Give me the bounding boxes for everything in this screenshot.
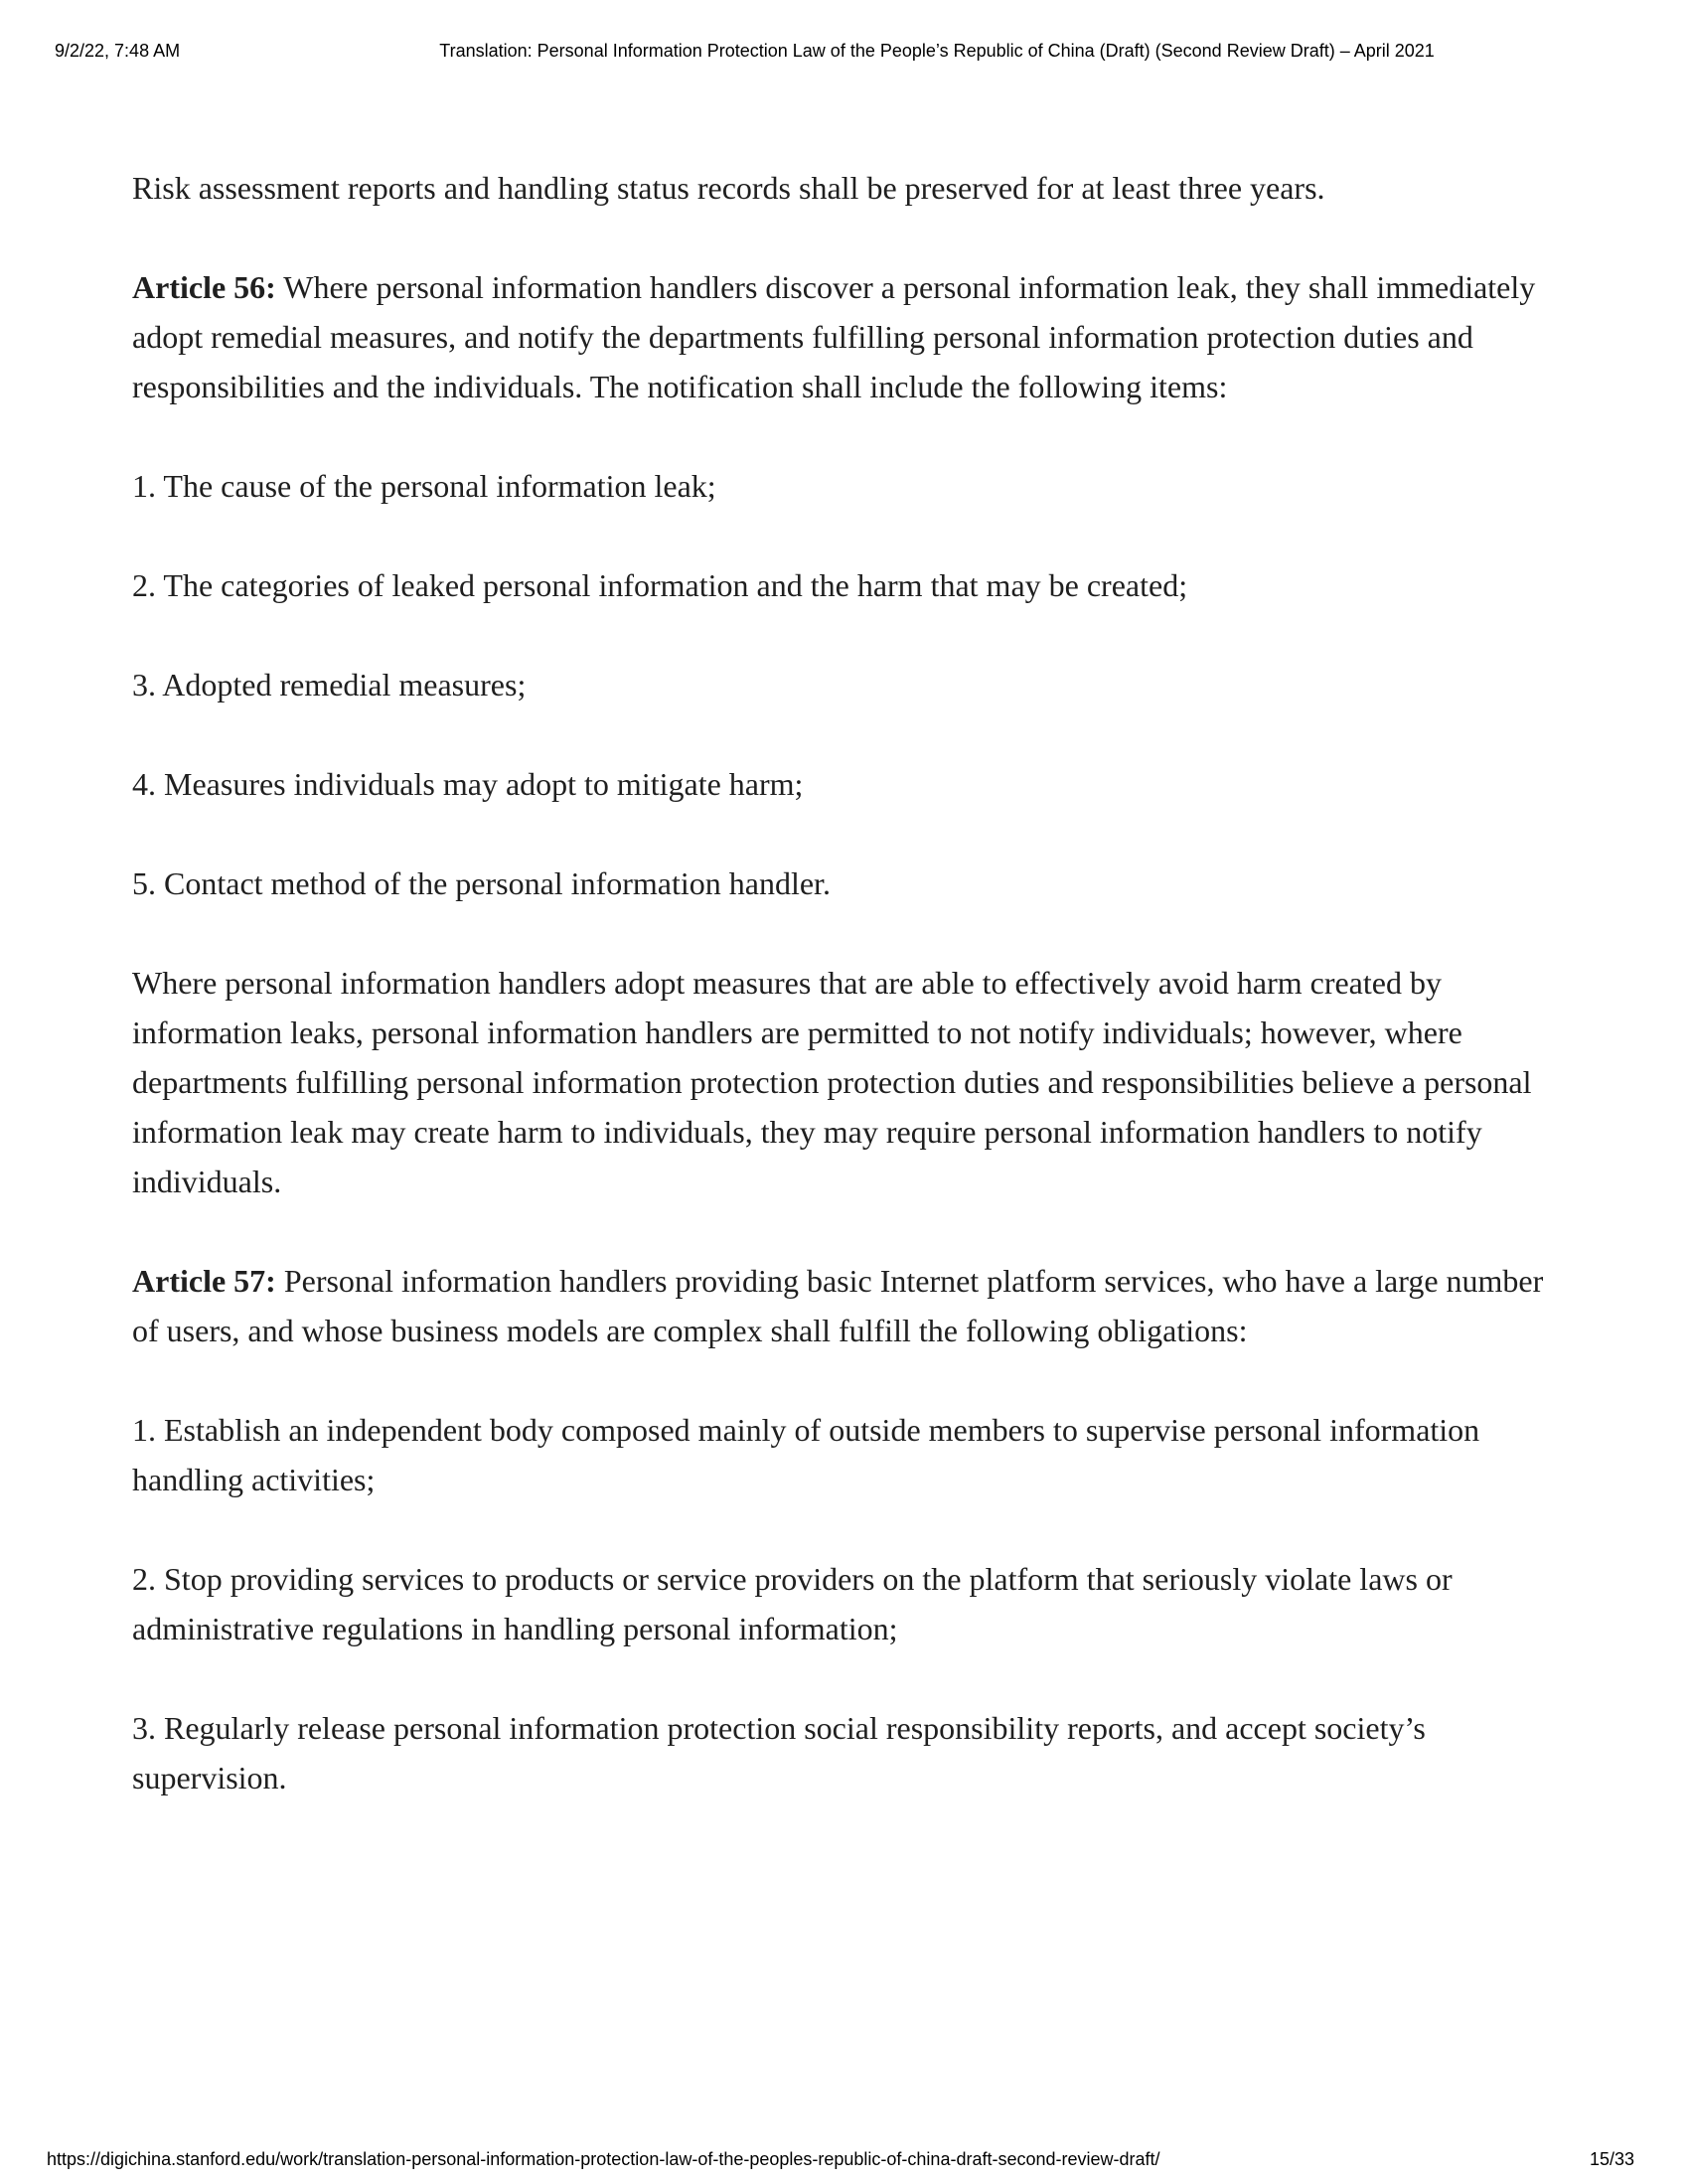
- paragraph-article-56: [132, 262, 1570, 411]
- list-item-56-3: [132, 660, 1570, 709]
- list-item-57-1: [132, 1405, 1570, 1504]
- list-item-56-2: [132, 560, 1570, 610]
- paragraph-text: Personal information handlers providing basic Internet platform services, who have a large number of users, and whose business models are complex shall fulfill the following obligations:: [132, 1263, 1544, 1348]
- paragraph-text: 2. The categories of leaked personal information and the harm that may be created;: [132, 567, 1188, 603]
- paragraph-text: 1. The cause of the personal information leak;: [132, 468, 716, 504]
- print-date: 9/2/22, 7:48 AM: [55, 41, 181, 61]
- print-header: [0, 0, 1689, 62]
- list-item-57-3: [132, 1703, 1570, 1802]
- paragraph-text: 3. Adopted remedial measures;: [132, 667, 527, 702]
- document-body: [0, 62, 1689, 2148]
- list-item-57-2: [132, 1554, 1570, 1653]
- paragraph-article-57: [132, 1256, 1570, 1355]
- paragraph-text: Where personal information handlers discover a personal information leak, they shall immediately adopt remedial measures, and notify the departments fulfilling personal information protection duties and responsibilities and the individuals. The notification shall include the following items:: [132, 269, 1536, 404]
- paragraph-text: Risk assessment reports and handling status records shall be preserved for at least three years.: [132, 170, 1325, 206]
- print-footer: [0, 2148, 1689, 2184]
- paragraph-text: 1. Establish an independent body composed mainly of outside members to supervise personal information handling activities;: [132, 1412, 1480, 1497]
- page-number: 15/33: [1589, 2149, 1634, 2169]
- paragraph-text: 3. Regularly release personal information protection social responsibility reports, and accept society’s supervision.: [132, 1710, 1426, 1795]
- list-item-56-1: [132, 461, 1570, 511]
- paragraph-text: 2. Stop providing services to products or service providers on the platform that seriously violate laws or administrative regulations in handling personal information;: [132, 1561, 1453, 1646]
- source-url: https://digichina.stanford.edu/work/translation-personal-information-protection-law-of-the-peoples-republic-of-china-draft-second-review-draft/: [47, 2149, 1160, 2169]
- paragraph-56-closing: [132, 958, 1570, 1206]
- article-57-label: Article 57:: [132, 1263, 276, 1299]
- paragraph-text: 5. Contact method of the personal information handler.: [132, 865, 831, 901]
- article-56-label: Article 56:: [132, 269, 276, 305]
- list-item-56-4: [132, 759, 1570, 809]
- list-item-56-5: [132, 858, 1570, 908]
- paragraph-text: 4. Measures individuals may adopt to mitigate harm;: [132, 766, 804, 802]
- paragraph-preservation: [132, 163, 1570, 213]
- paragraph-text: Where personal information handlers adopt measures that are able to effectively avoid harm created by information leaks, personal information handlers are permitted to not notify individuals; however, where departments fulfilling personal information protection protection duties and responsibilities believe a personal information leak may create harm to individuals, they may require personal information handlers to notify individuals.: [132, 965, 1532, 1199]
- document-title: Translation: Personal Information Protection Law of the People’s Republic of China (Draft) (Second Review Draft) – April 2021: [439, 41, 1435, 61]
